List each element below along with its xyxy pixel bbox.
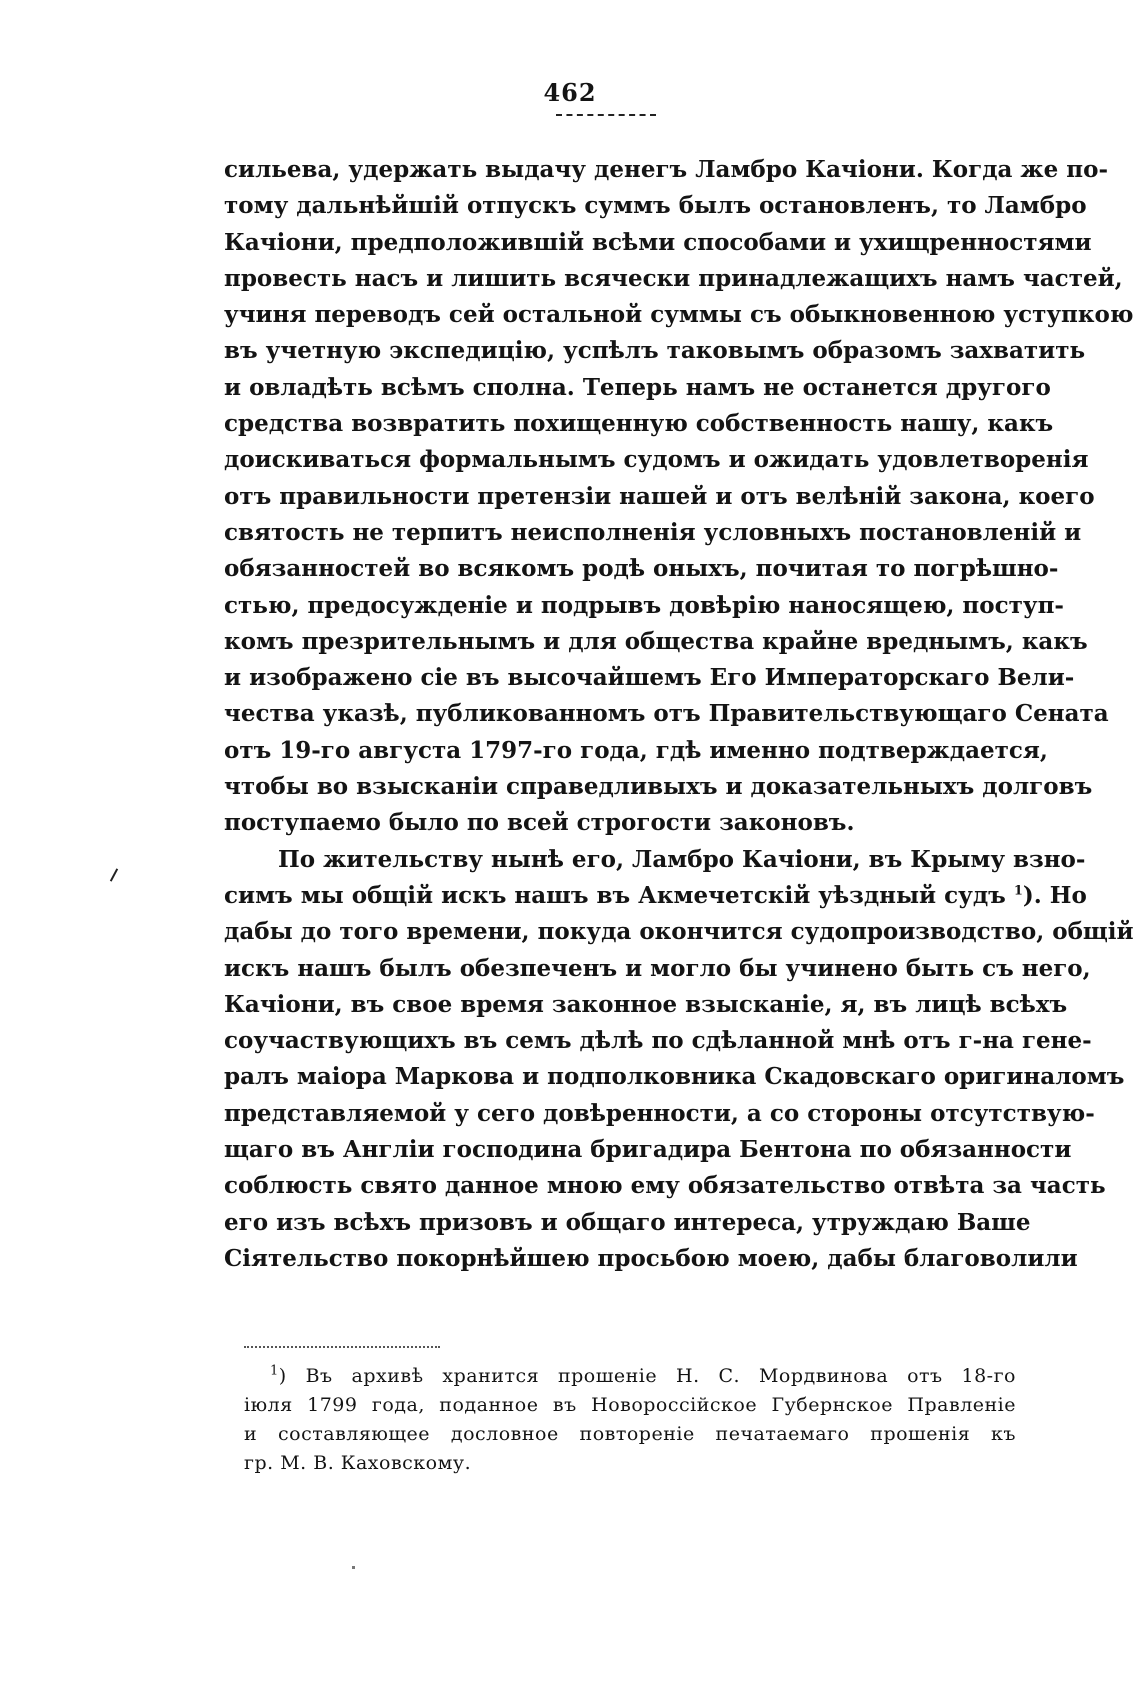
text-line: тому дальнѣйшій отпускъ суммъ былъ остановленъ, то Ламбро: [224, 192, 1087, 220]
text-line: и овладѣть всѣмъ сполна. Теперь намъ не останется другого: [224, 373, 1051, 401]
text-line: Сіятельство покорнѣйшею просьбою моею, дабы благоволили: [224, 1244, 1078, 1272]
paper-speck: [352, 1566, 355, 1569]
text-line: соблюсть свято данное мною ему обязательство отвѣта за часть: [224, 1172, 1106, 1200]
footnote-line: [244, 1362, 1016, 1391]
text-line: средства возвратить похищенную собственность нашу, какъ: [224, 410, 1054, 438]
text-line: и изображено сіе въ высочайшемъ Его Императорскаго Вели-: [224, 664, 1075, 692]
text-line: представляемой у сего довѣренности, а со стороны отсутствую-: [224, 1099, 1095, 1127]
text-line: сильева, удержать выдачу денегъ Ламбро Качіони. Когда же по-: [224, 156, 1109, 183]
footnote-divider: [244, 1346, 440, 1348]
text-line: соучаствующихъ въ семъ дѣлѣ по сдѣланной мнѣ отъ г-на гене-: [224, 1027, 1092, 1055]
text-line: святость не терпитъ неисполненія условныхъ постановленій и: [224, 518, 1082, 546]
text-segment: симъ мы общій искъ нашъ въ Акмечетскій уѣздный судъ: [224, 881, 1006, 909]
text-line: стью, предосужденіе и подрывъ довѣрію наносящею, поступ-: [224, 591, 1064, 619]
footnote-line: и составляющее дословное повтореніе печатаемаго прошенія къ: [244, 1423, 1016, 1445]
footnote-reference: 1: [1013, 883, 1023, 899]
text-line: дабы до того времени, покуда окончится судопроизводство, общій: [224, 918, 1134, 946]
text-line: ралъ маіора Маркова и подполковника Скадовскаго оригиналомъ: [224, 1063, 1125, 1091]
text-segment: ). Но: [1022, 881, 1087, 909]
margin-mark: [110, 868, 118, 881]
text-line: провесть насъ и лишить всячески принадлежащихъ намъ частей,: [224, 264, 1123, 292]
text-line-with-note: [224, 878, 1087, 914]
page-number: 462: [543, 78, 597, 107]
footnote: [244, 1362, 1016, 1478]
text-line: въ учетную экспедицію, успѣлъ таковымъ образомъ захватить: [224, 337, 1086, 365]
text-line: щаго въ Англіи господина бригадира Бентона по обязанности: [224, 1136, 1072, 1164]
footnote-line: гр. М. В. Каховскому.: [244, 1452, 472, 1474]
text-line: отъ 19-го августа 1797-го года, гдѣ именно подтверждается,: [224, 736, 1048, 764]
text-line: поступаемо было по всей строгости законовъ.: [224, 809, 855, 837]
footnote-marker: 1: [270, 1363, 279, 1379]
footnote-text: ) Въ архивѣ хранится прошеніе Н. С. Мордвинова отъ 18-го: [278, 1365, 1016, 1387]
text-line: обязанностей во всякомъ родѣ оныхъ, почитая то погрѣшно-: [224, 555, 1059, 583]
text-line: доискиваться формальнымъ судомъ и ожидать удовлетворенія: [224, 446, 1089, 474]
text-line: чтобы во взысканіи справедливыхъ и доказательныхъ долговъ: [224, 773, 1093, 801]
main-text: [224, 152, 1134, 1277]
text-line: учиня переводъ сей остальной суммы съ обыкновенною уступкою: [224, 301, 1134, 329]
paragraph-first-line: По жительству нынѣ его, Ламбро Качіони, въ Крыму взно-: [278, 845, 1086, 873]
text-line: искъ нашъ былъ обезпеченъ и могло бы учинено быть съ него,: [224, 954, 1091, 982]
header-rule: [556, 114, 656, 116]
text-line: отъ правильности претензіи нашей и отъ велѣній закона, коего: [224, 482, 1095, 510]
footnote-line: іюля 1799 года, поданное въ Новороссійское Губернское Правленіе: [244, 1394, 1016, 1416]
text-line: Качіони, предположившій всѣми способами и ухищренностями: [224, 228, 1092, 256]
text-line: комъ презрительнымъ и для общества крайне вреднымъ, какъ: [224, 627, 1088, 655]
text-line: его изъ всѣхъ призовъ и общаго интереса, утруждаю Ваше: [224, 1208, 1031, 1236]
text-line: Качіони, въ свое время законное взысканіе, я, въ лицѣ всѣхъ: [224, 990, 1068, 1018]
text-line: чества указѣ, публикованномъ отъ Правительствующаго Сената: [224, 700, 1109, 728]
